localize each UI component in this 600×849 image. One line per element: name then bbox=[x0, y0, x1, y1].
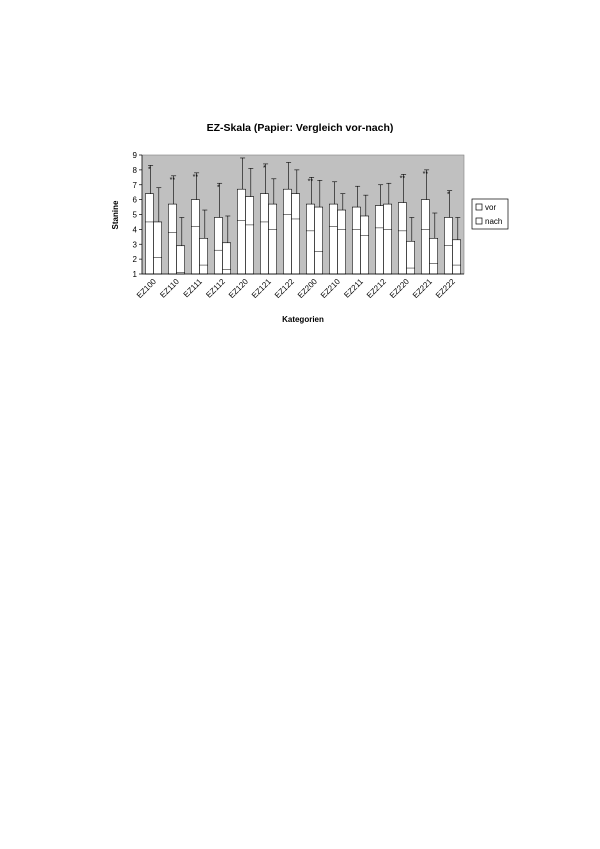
significance-marker: ** bbox=[192, 173, 199, 181]
bar-nach bbox=[315, 207, 323, 274]
x-tick-label: EZ120 bbox=[226, 277, 250, 301]
significance-marker: ** bbox=[307, 178, 314, 186]
x-tick-label: EZ122 bbox=[272, 277, 296, 301]
y-tick-label: 9 bbox=[132, 151, 137, 160]
y-tick-label: 1 bbox=[132, 270, 137, 279]
x-tick-label: EZ121 bbox=[249, 277, 273, 301]
bar-nach bbox=[407, 241, 415, 274]
x-tick-label: EZ211 bbox=[342, 277, 365, 300]
bar-nach bbox=[154, 222, 162, 274]
bar-nach bbox=[177, 246, 185, 274]
y-tick-label: 7 bbox=[132, 180, 137, 190]
x-tick-label: EZ221 bbox=[410, 277, 434, 301]
significance-marker: ** bbox=[422, 170, 429, 178]
legend-label-vor: vor bbox=[485, 203, 497, 212]
y-tick-label: 6 bbox=[132, 195, 137, 205]
bar-vor bbox=[168, 204, 176, 274]
bar-vor bbox=[306, 204, 314, 274]
y-axis bbox=[133, 151, 142, 279]
plot-area bbox=[142, 155, 464, 274]
bar-vor bbox=[398, 203, 406, 274]
bar-nach bbox=[200, 238, 208, 274]
bar-vor bbox=[191, 200, 199, 274]
bar-vor bbox=[329, 204, 337, 274]
legend bbox=[472, 199, 508, 229]
bar-nach bbox=[384, 204, 392, 274]
bar-vor bbox=[375, 206, 383, 274]
legend-swatch-vor bbox=[476, 204, 482, 210]
bar-nach bbox=[430, 238, 438, 274]
legend-label-nach: nach bbox=[485, 217, 503, 226]
y-tick-label: 2 bbox=[132, 255, 137, 265]
bar-vor bbox=[145, 194, 153, 274]
bar-nach bbox=[246, 197, 254, 274]
bar-nach bbox=[338, 210, 346, 274]
significance-marker: ** bbox=[399, 175, 406, 183]
x-tick-label: EZ110 bbox=[158, 277, 181, 300]
bar-vor bbox=[214, 217, 222, 274]
significance-marker: * bbox=[447, 191, 450, 199]
x-tick-label: EZ210 bbox=[318, 277, 342, 301]
x-tick-label: EZ111 bbox=[181, 277, 204, 300]
x-tick-label: EZ112 bbox=[204, 277, 227, 300]
x-axis-label: Kategorien bbox=[282, 315, 324, 324]
y-tick-label: 8 bbox=[132, 165, 137, 175]
y-tick-label: 5 bbox=[132, 210, 137, 220]
x-axis bbox=[135, 274, 464, 300]
x-tick-label: EZ220 bbox=[387, 277, 411, 301]
significance-marker: * bbox=[263, 164, 266, 172]
x-tick-label: EZ100 bbox=[134, 277, 158, 301]
y-tick-label: 3 bbox=[132, 240, 137, 250]
bar-vor bbox=[421, 200, 429, 274]
chart-title: EZ-Skala (Papier: Vergleich vor-nach) bbox=[206, 122, 394, 134]
bar-vor bbox=[237, 189, 245, 274]
legend-swatch-nach bbox=[476, 218, 482, 224]
bar-nach bbox=[292, 194, 300, 274]
bar-vor bbox=[283, 189, 291, 274]
significance-marker: * bbox=[148, 166, 151, 174]
bar-nach bbox=[269, 204, 277, 274]
bar-nach bbox=[361, 216, 369, 274]
bar-vor bbox=[352, 207, 360, 274]
significance-marker: * bbox=[217, 184, 220, 192]
y-axis-label: Stanine bbox=[111, 200, 120, 230]
bar-nach bbox=[453, 240, 461, 274]
significance-marker: ** bbox=[169, 176, 176, 184]
x-tick-label: EZ200 bbox=[295, 277, 319, 301]
x-tick-label: EZ222 bbox=[433, 277, 457, 301]
bar-vor bbox=[260, 194, 268, 274]
x-tick-label: EZ212 bbox=[364, 277, 388, 301]
y-tick-label: 4 bbox=[132, 225, 137, 235]
